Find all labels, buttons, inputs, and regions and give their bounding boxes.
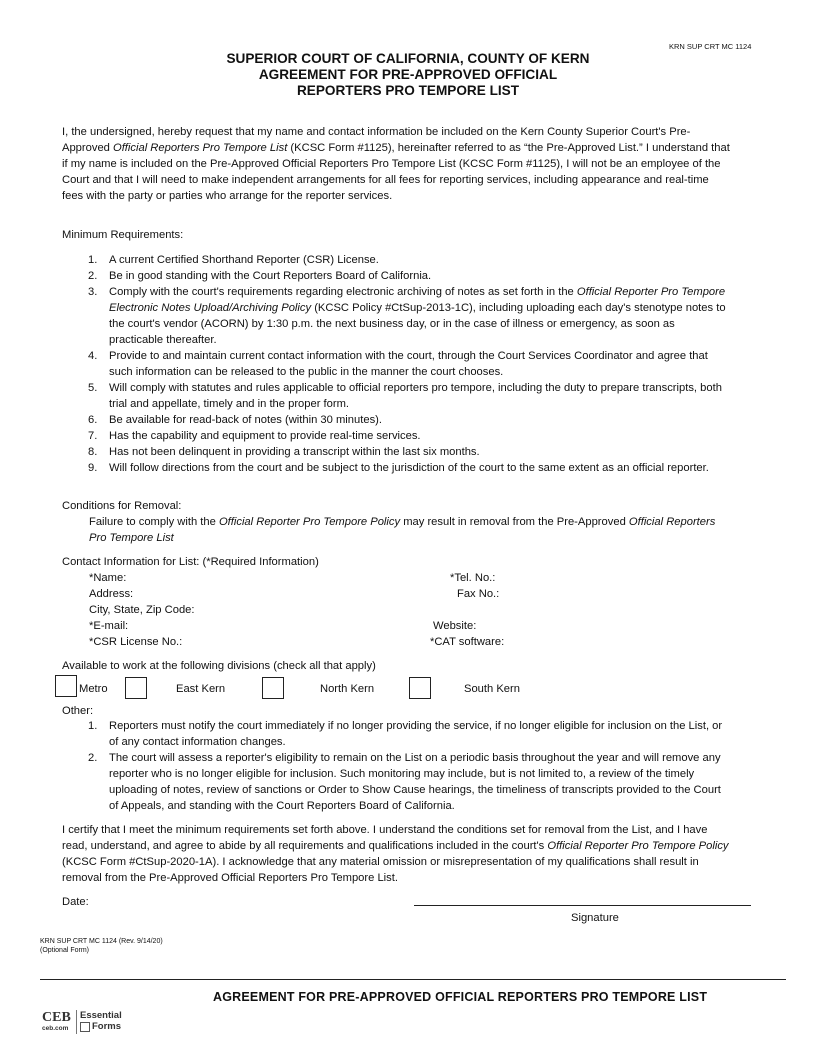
conditions-label: Conditions for Removal:: [62, 500, 182, 512]
list-item: 2. The court will assess a reporter's eligibility to remain on the List on a periodic basis throughout the year and will remove any reporter who is no longer eligible for inclusion. Such monitoring may include, but is not limited to, a review of the timely uploading of notes, review of sanctions or Order to Show Cause hearings, the timeliness of transcripts provided to the Court of Appeals, and standing with the Court Reporters Board of California.: [88, 752, 721, 812]
contact-info-label: Contact Information for List: (*Required Information): [62, 556, 319, 568]
certification-paragraph: I certify that I meet the minimum requirements set forth above. I understand the conditions set for removal from the List, and I have read, understand, and agree to abide by all requirements and qualifications included in the court's Official Reporter Pro Tempore Policy (KCSC Form #CtSup-2020-1A). I acknowledge that any material omission or misrepresentation of my qualifications shall result in removal from the Pre-Approved Official Reporters Pro Tempore List.: [62, 824, 729, 884]
title-line-2: AGREEMENT FOR PRE-APPROVED OFFICIAL: [258, 67, 558, 82]
list-item: 8. Has not been delinquent in providing a transcript within the last six months.: [88, 446, 480, 458]
website-field-label: Website:: [433, 620, 477, 632]
metro-checkbox[interactable]: [55, 675, 77, 697]
other-label: Other:: [62, 705, 94, 717]
title-line-3: REPORTERS PRO TEMPORE LIST: [296, 83, 520, 98]
name-field-label: *Name:: [89, 572, 127, 584]
requirements-list: [88, 252, 728, 476]
csr-field-label: *CSR License No.:: [89, 636, 183, 648]
ceb-essential-forms-logo: CEB ceb.com Essential Forms: [42, 1010, 122, 1032]
email-field-label: *E-mail:: [89, 620, 129, 632]
date-label: Date:: [62, 896, 89, 908]
cat-field-label: *CAT software:: [430, 636, 505, 648]
list-item: 9. Will follow directions from the court and be subject to the jurisdiction of the court to the same extent as an official reporter.: [88, 462, 709, 474]
list-item: 4. Provide to and maintain current contact information with the court, through the Court Services Coordinator and agree that such information can be released to the public in the manner the court chooses.: [88, 350, 708, 378]
list-item: 5. Will comply with statutes and rules applicable to official reporters pro tempore, including the duty to prepare transcripts, both trial and appellate, timely and in the proper form.: [88, 382, 722, 410]
signature-label: Signature: [571, 912, 619, 924]
list-item: 1. Reporters must notify the court immediately if no longer providing the service, if no longer eligible for inclusion on the List, or of any contact information changes.: [88, 720, 723, 748]
intro-paragraph: I, the undersigned, hereby request that my name and contact information be included on the Kern County Superior Court's Pre-Approved Official Reporters Pro Tempore List (KCSC Form #1125), hereinafter referred to as “the Pre-Approved List.” I understand that if my name is included on the Pre-Approved Official Reporters Pro Tempore List (KCSC Form #1125), I will not be an employee of the Court and that I will need to make independent arrangements for all fees for reporting services, including appearance and real-time fees with the party or parties who arrange for the reporter services.: [62, 126, 730, 202]
list-item: 7. Has the capability and equipment to provide real-time services.: [88, 430, 421, 442]
fax-field-label: Fax No.:: [457, 588, 500, 600]
list-item: 3. Comply with the court's requirements regarding electronic archiving of notes as set forth in the Official Reporter Pro Tempore Electronic Notes Upload/Archiving Policy (KCSC Policy #CtSup-2013-1C), including uploading each day's stenotype notes to the court's vendor (ACORN) by 1:30 p.m. the next business day, or in the case of illness or emergency, as soon as practicable thereafter.: [88, 286, 726, 346]
south-kern-checkbox[interactable]: [409, 677, 431, 699]
list-item: 1. A current Certified Shorthand Reporter (CSR) License.: [88, 254, 379, 266]
signature-line[interactable]: [414, 905, 751, 906]
divisions-label: Available to work at the following divisions (check all that apply): [62, 660, 376, 672]
minimum-requirements-label: Minimum Requirements:: [62, 229, 184, 241]
footer-rule: [40, 979, 786, 980]
forms-icon: [80, 1022, 90, 1032]
form-code-top: KRN SUP CRT MC 1124: [669, 42, 752, 51]
east-kern-label: East Kern: [176, 683, 226, 695]
south-kern-label: South Kern: [464, 683, 520, 695]
title-line-1: SUPERIOR COURT OF CALIFORNIA, COUNTY OF KERN: [226, 51, 590, 66]
conditions-text: Failure to comply with the Official Reporter Pro Tempore Policy may result in removal from the Pre-Approved Official Reporters Pro Tempore List: [89, 516, 716, 544]
list-item: 6. Be available for read-back of notes (within 30 minutes).: [88, 414, 382, 426]
north-kern-label: North Kern: [320, 683, 375, 695]
footer-form-code: KRN SUP CRT MC 1124 (Rev. 9/14/20) (Optional Form): [40, 938, 163, 954]
east-kern-checkbox[interactable]: [125, 677, 147, 699]
list-item: 2. Be in good standing with the Court Reporters Board of California.: [88, 270, 432, 282]
north-kern-checkbox[interactable]: [262, 677, 284, 699]
address-field-label: Address:: [89, 588, 134, 600]
metro-label: Metro: [79, 683, 108, 695]
other-list: [88, 718, 730, 814]
tel-field-label: *Tel. No.:: [450, 572, 496, 584]
footer-title: AGREEMENT FOR PRE-APPROVED OFFICIAL REPORTERS PRO TEMPORE LIST: [213, 990, 708, 1004]
city-field-label: City, State, Zip Code:: [89, 604, 195, 616]
